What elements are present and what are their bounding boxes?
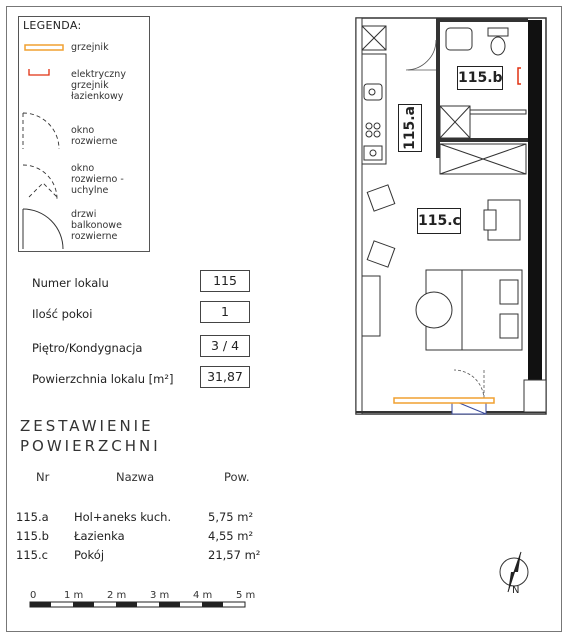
info-label-floor: Piętro/Kondygnacja [32,341,143,355]
legend-title: LEGENDA: [23,19,82,32]
kitchen-cabinets [362,26,386,164]
electric-bathroom-heater-icon [29,69,49,75]
info-label-area: Powierzchnia lokalu [m²] [32,372,174,386]
summary-header-name: Nazwa [116,470,155,484]
legend-box [18,16,150,252]
info-label-unit-number: Numer lokalu [32,276,109,290]
scale-label: 4 m [193,590,213,601]
summary-row-nr: 115.a [16,510,49,524]
info-value-unit-number: 115 [200,270,250,292]
summary-row-name: Pokój [74,548,105,562]
washbasin-icon [446,28,472,50]
info-label-rooms: Ilość pokoi [32,307,93,321]
summary-title-line2: POWIERZCHNI [20,437,161,455]
electric-heater-symbol [518,68,521,84]
room-label-bathroom: 115.b [457,66,503,90]
bathroom-door [406,40,436,70]
room-label-room: 115.c [417,208,461,234]
summary-header-area: Pow. [224,470,250,484]
legend-label-tilt-window: okno rozwierno - uchylne [71,163,124,196]
summary-row-name: Hol+aneks kuch. [74,510,172,524]
opening-window-icon [23,113,59,149]
north-label: N [512,585,520,596]
tilt-window-icon [23,165,57,199]
scale-label: 1 m [64,590,84,601]
info-value-rooms: 1 [200,301,250,323]
room-label-hall: 115.a [398,104,422,152]
table-icon [416,292,452,328]
summary-row-area: 5,75 m² [208,510,254,524]
scale-label: 0 [30,590,37,601]
summary-row-name: Łazienka [74,529,125,543]
chair-icon [367,185,395,211]
balcony-door [452,370,486,414]
summary-title-line1: ZESTAWIENIE [20,417,154,435]
scale-label: 3 m [150,590,170,601]
summary-row-nr: 115.b [16,529,49,543]
summary-header-nr: Nr [36,470,50,484]
wardrobe [440,144,526,174]
summary-row-nr: 115.c [16,548,48,562]
toilet-icon [488,28,508,36]
scale-label: 2 m [107,590,127,601]
legend-label-balcony-door: drzwi balkonowe rozwierne [71,209,122,242]
legend-label-radiator: grzejnik [71,42,109,53]
info-value-area: 31,87 [200,366,250,388]
balcony-corner [524,380,546,412]
legend-label-electric-heater: elektryczny grzejnik łazienkowy [71,69,126,102]
scale-bar [28,600,248,610]
summary-row-area: 4,55 m² [208,529,254,543]
balcony-door-icon [23,209,63,249]
dresser-icon [362,276,380,336]
radiator-icon [25,45,63,50]
scale-label: 5 m [236,590,256,601]
legend-label-opening-window: okno rozwierne [71,125,118,147]
summary-row-area: 21,57 m² [208,548,261,562]
radiator-symbol [394,398,494,403]
info-value-floor: 3 / 4 [200,335,250,357]
chair-icon [367,241,395,267]
